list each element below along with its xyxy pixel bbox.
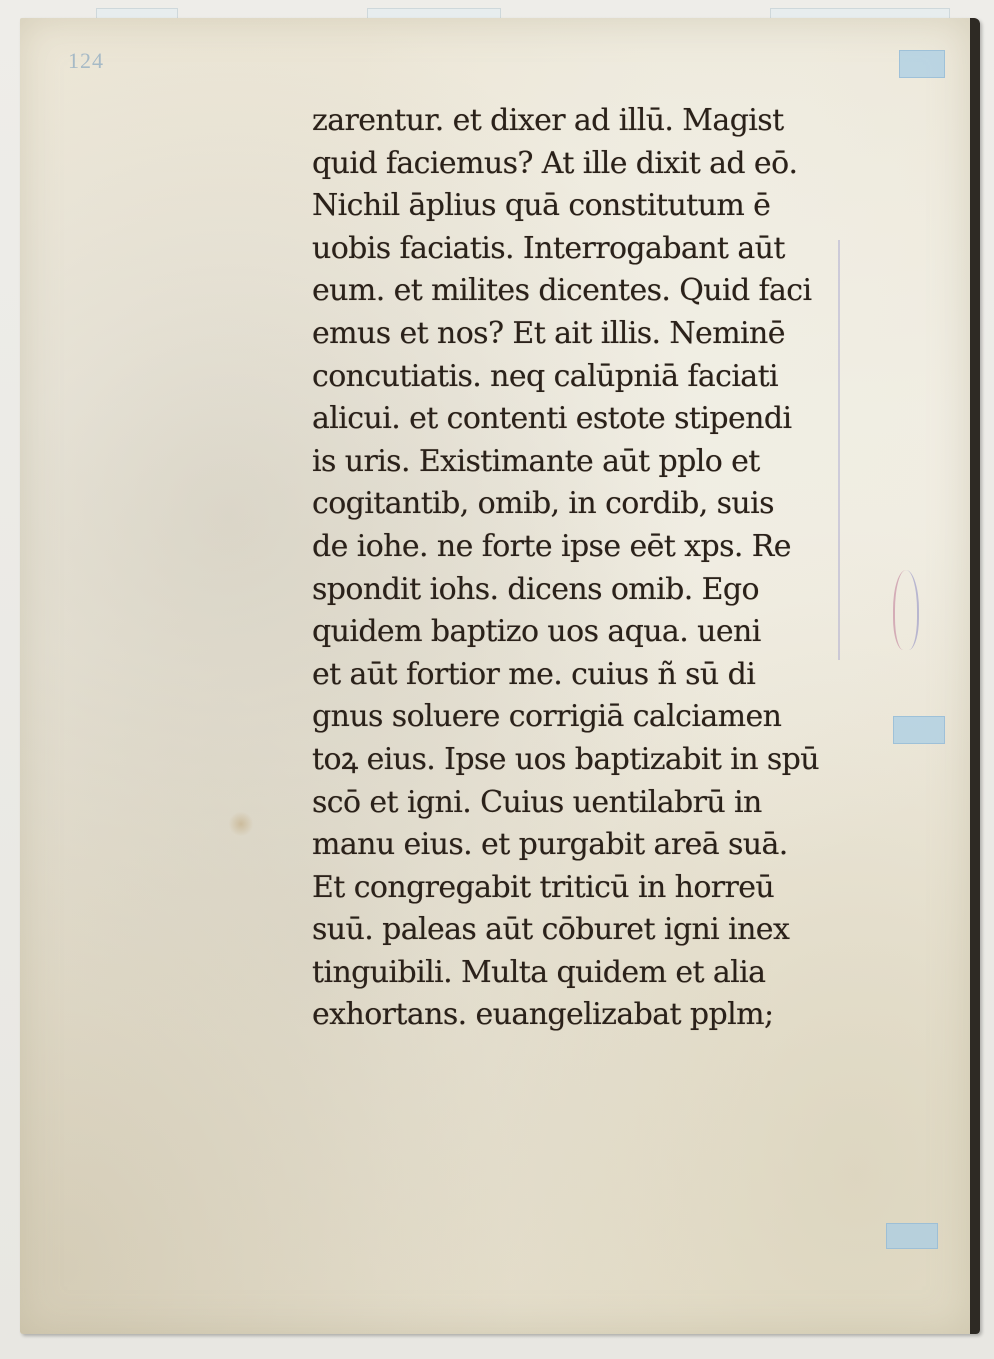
text-line: scō et igni. Cuius uentilabrū in [312, 784, 762, 820]
text-line: exhortans. euangelizabat pplm; [312, 997, 774, 1033]
text-line: is uris. Existimante aūt pplo et [312, 443, 760, 479]
text-line: cogitantib, omib, in cordib, suis [312, 486, 774, 522]
hinge-tape-right-middle [893, 716, 945, 744]
text-line: de iohe. ne forte ipse eēt xps. Re [312, 528, 791, 564]
text-line: tinguibili. Multa quidem et alia [312, 954, 766, 990]
text-line: eum. et milites dicentes. Quid faci [312, 273, 812, 309]
text-line: quidem baptizo uos aqua. ueni [312, 614, 761, 650]
text-line: concutiatis. neq calūpniā faciati [312, 358, 779, 394]
parchment-stain [228, 812, 254, 836]
hinge-tape-right-top [899, 50, 945, 78]
text-line: alicui. et contenti estote stipendi [312, 401, 792, 437]
hinge-tape-right-bottom [886, 1223, 938, 1249]
text-line: spondit iohs. dicens omib. Ego [312, 571, 759, 607]
text-line: uobis faciatis. Interrogabant aūt [312, 230, 785, 266]
text-line: suū. paleas aūt cōburet igni inex [312, 912, 790, 948]
text-line: manu eius. et purgabit areā suā. [312, 827, 788, 863]
text-line: gnus soluere corrigiā calciamen [312, 699, 782, 735]
text-line: emus et nos? Et ait illis. Neminē [312, 315, 785, 351]
folio-number: 124 [68, 48, 104, 73]
text-line: Et congregabit triticū in horreū [312, 869, 775, 905]
manuscript-leaf [20, 18, 980, 1334]
text-line: et aūt fortior me. cuius ñ sū di [312, 656, 756, 692]
manuscript-text-block [312, 100, 872, 1037]
text-line: zarentur. et dixer ad illū. Magist [312, 103, 784, 138]
text-line: toꝝ eius. Ipse uos baptizabit in spū [312, 741, 819, 777]
show-through-flourish [893, 570, 919, 650]
text-line: Nichil āplius quā constitutum ē [312, 188, 771, 224]
text-line: quid faciemus? At ille dixit ad eō. [312, 145, 798, 181]
